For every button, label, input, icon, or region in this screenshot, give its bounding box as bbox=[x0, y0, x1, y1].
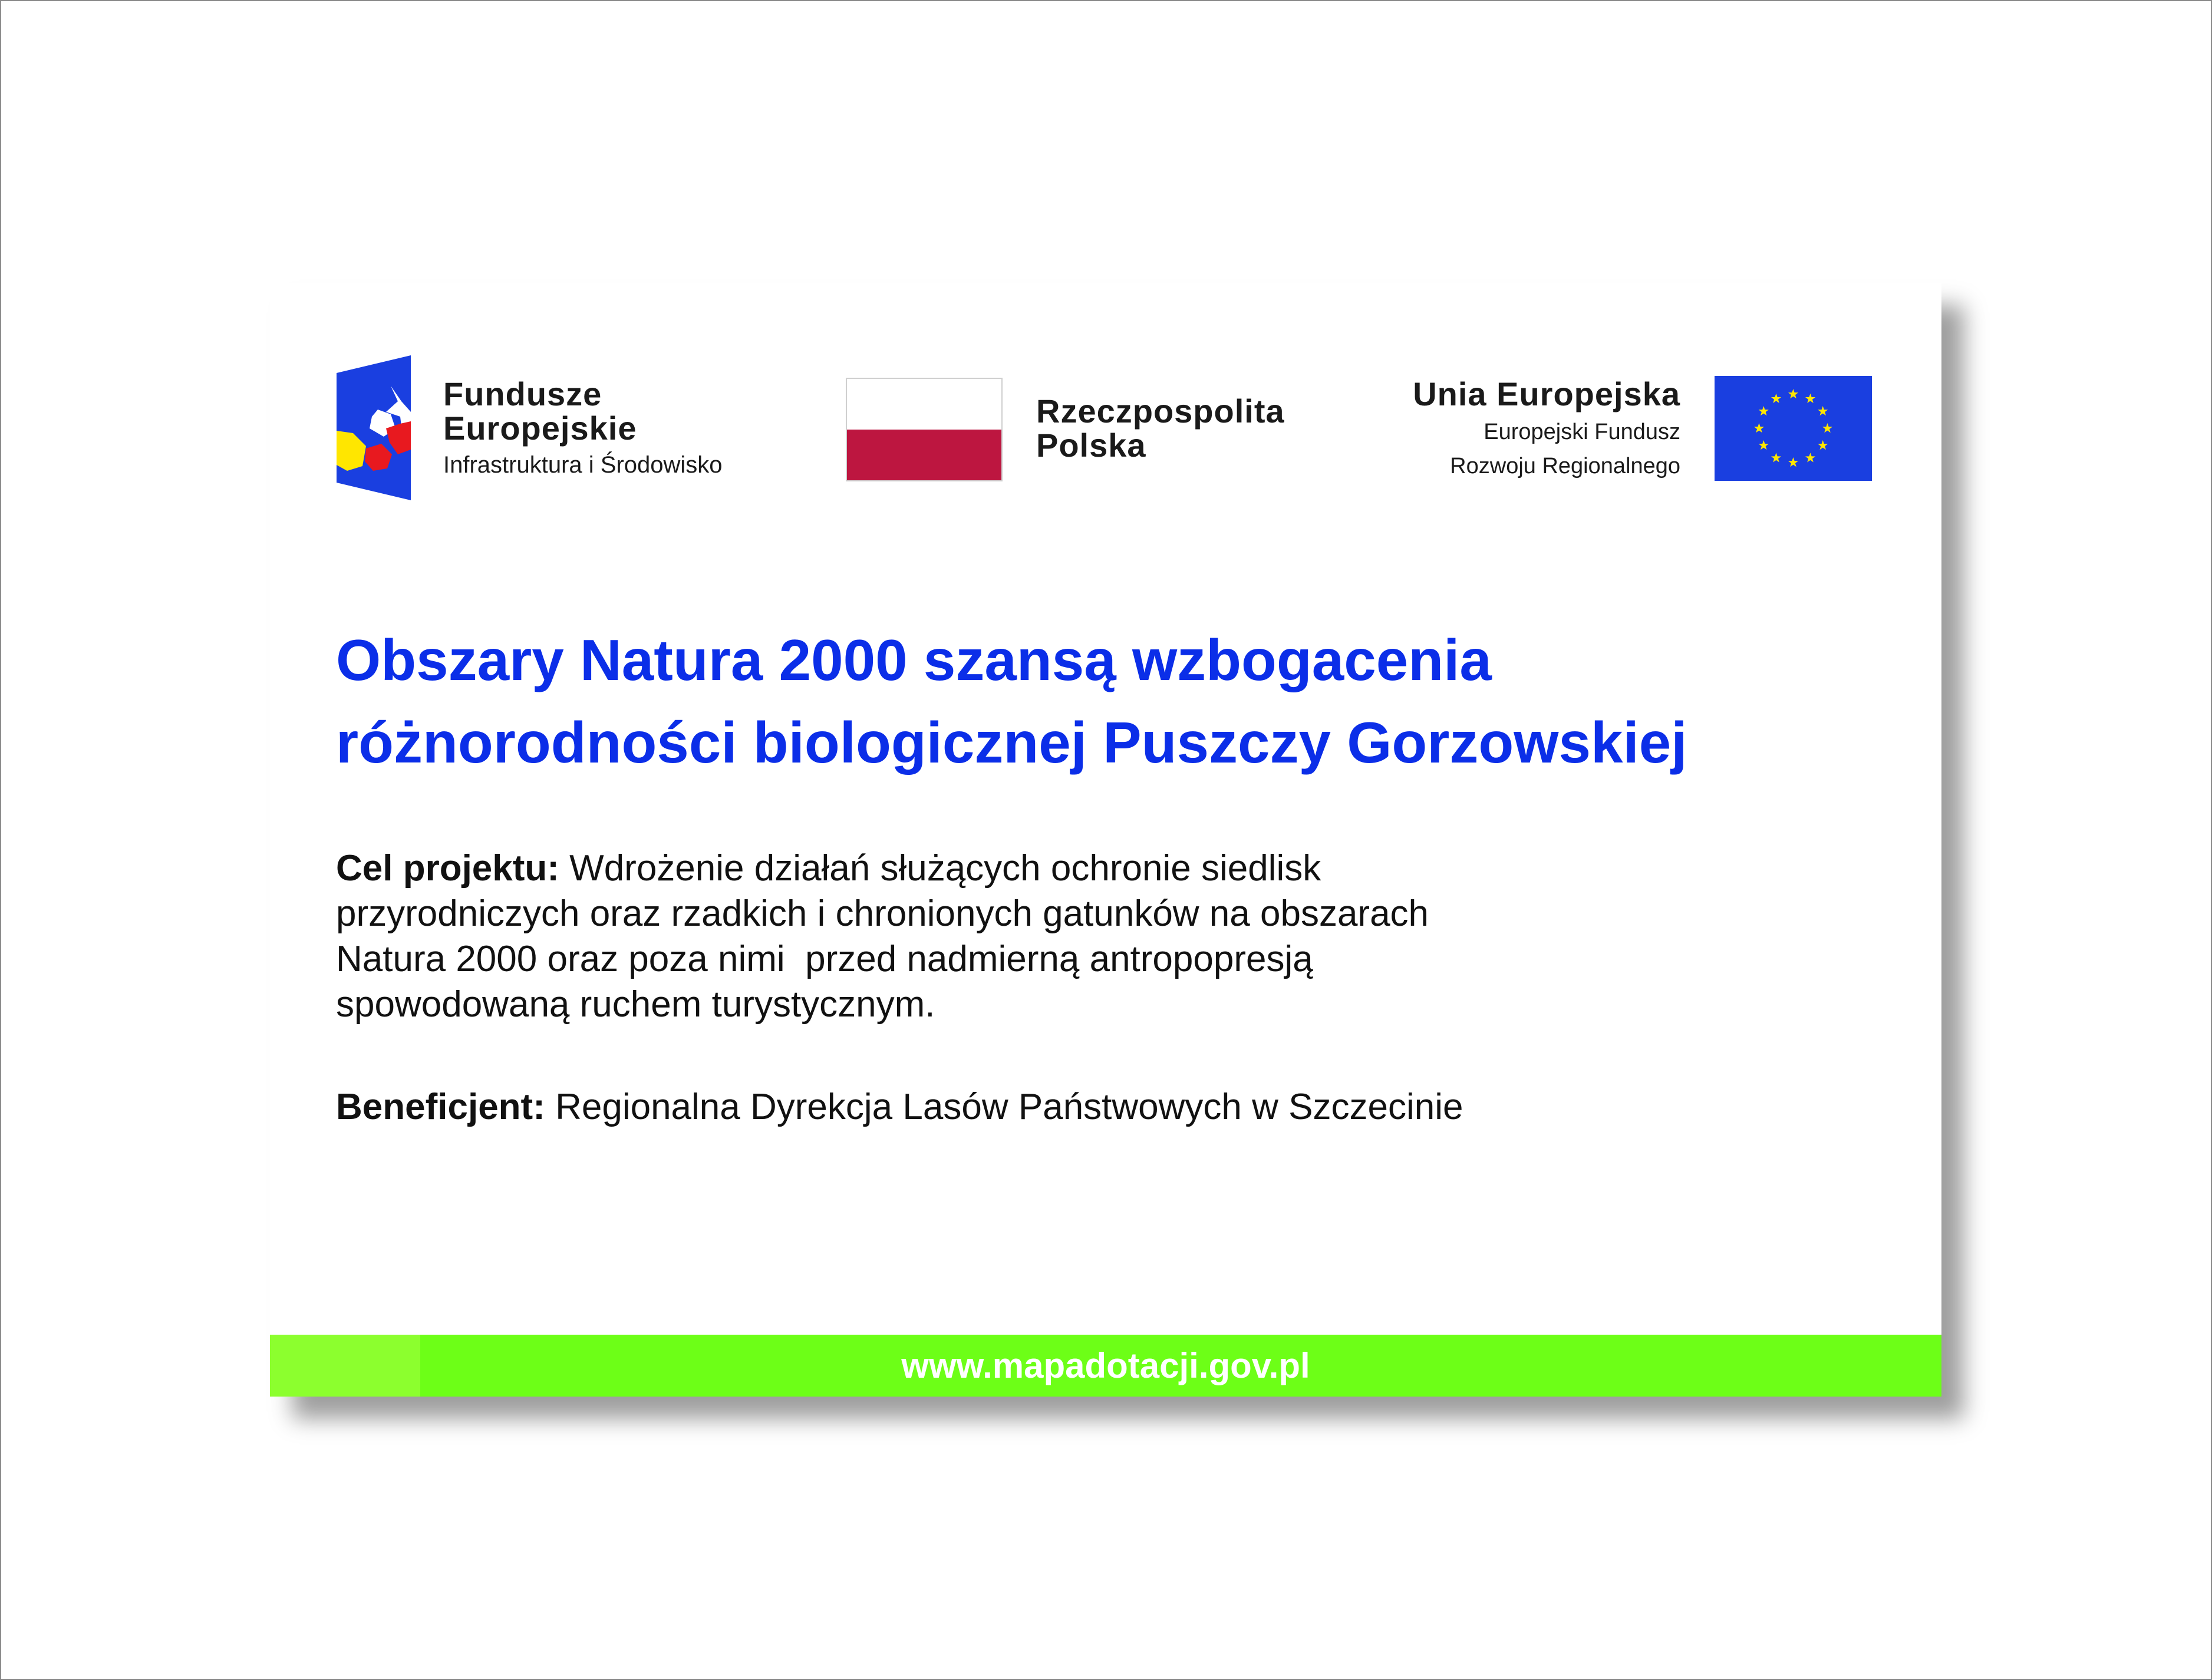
logo-bar bbox=[270, 283, 1941, 530]
eu-subtitle-line2: Rozwoju Regionalnego bbox=[1450, 454, 1680, 478]
footer-url-link[interactable]: www.mapadotacji.gov.pl bbox=[901, 1346, 1310, 1385]
goal-line3: Natura 2000 oraz poza nimi przed nadmierną antropopresją bbox=[336, 939, 1313, 979]
project-title bbox=[336, 619, 1892, 784]
project-goal bbox=[336, 846, 1633, 1027]
fundusze-title-line1: Fundusze bbox=[443, 375, 602, 412]
unia-europejska-text bbox=[1413, 376, 1680, 481]
fundusze-europejskie-logo-icon bbox=[337, 355, 411, 500]
fundusze-title-line2: Europejskie bbox=[443, 410, 637, 447]
project-title-line1: Obszary Natura 2000 szansą wzbogacenia bbox=[336, 628, 1492, 692]
poland-title-line2: Polska bbox=[1036, 427, 1146, 464]
goal-line1: Wdrożenie działań służących ochronie siedlisk bbox=[569, 848, 1321, 889]
goal-line2: przyrodniczych oraz rzadkich i chronionych gatunków na obszarach bbox=[336, 893, 1429, 934]
eu-title: Unia Europejska bbox=[1413, 375, 1680, 412]
polish-flag-white-stripe bbox=[847, 379, 1001, 430]
footer-bar bbox=[270, 1335, 1941, 1397]
goal-line4: spowodowaną ruchem turystycznym. bbox=[336, 984, 935, 1025]
goal-label: Cel projektu: bbox=[336, 848, 559, 889]
polish-flag-red-stripe bbox=[847, 430, 1001, 480]
information-board bbox=[270, 283, 1941, 1397]
fundusze-europejskie-text bbox=[443, 377, 723, 480]
poland-title-line1: Rzeczpospolita bbox=[1036, 392, 1285, 430]
eu-flag-icon bbox=[1715, 376, 1872, 481]
polish-flag-icon bbox=[846, 378, 1003, 481]
fundusze-subtitle: Infrastruktura i Środowisko bbox=[443, 452, 723, 478]
beneficiary-label: Beneficjent: bbox=[336, 1087, 545, 1127]
rzeczpospolita-polska-text bbox=[1036, 394, 1285, 463]
project-title-line2: różnorodności biologicznej Puszczy Gorzowskiej bbox=[336, 710, 1687, 775]
beneficiary-value: Regionalna Dyrekcja Lasów Państwowych w Szczecinie bbox=[555, 1087, 1463, 1127]
beneficiary bbox=[336, 1084, 1868, 1130]
eu-subtitle-line1: Europejski Fundusz bbox=[1484, 420, 1680, 444]
